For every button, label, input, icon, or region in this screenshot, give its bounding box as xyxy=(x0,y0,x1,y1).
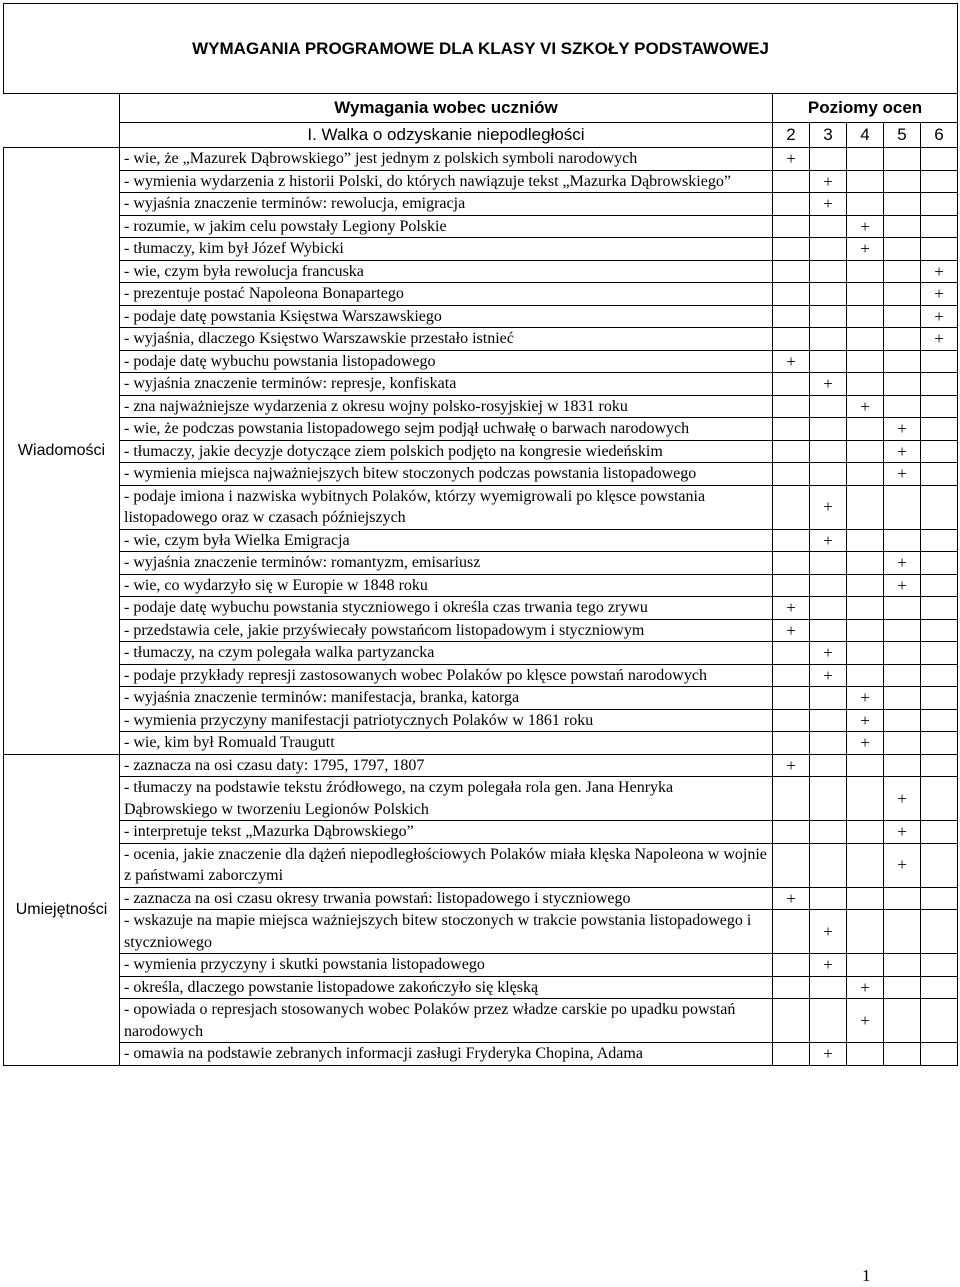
requirement-row xyxy=(4,709,958,732)
requirement-row xyxy=(4,418,958,441)
requirement-text: - omawia na podstawie zebranych informacji zasługi Fryderyka Chopina, Adama xyxy=(120,1043,773,1066)
level-3-cell xyxy=(810,215,847,238)
level-5-cell xyxy=(884,148,921,171)
level-5-cell xyxy=(884,373,921,396)
level-3-cell xyxy=(810,999,847,1043)
level-5-cell xyxy=(884,887,921,910)
level-6-cell xyxy=(921,350,958,373)
blank-corner-cell xyxy=(4,94,120,148)
level-3-plus-mark: + xyxy=(810,373,847,396)
level-4-cell xyxy=(847,821,884,844)
level-4-cell xyxy=(847,910,884,954)
level-6-cell xyxy=(921,574,958,597)
level-2-cell xyxy=(773,1043,810,1066)
level-5-cell xyxy=(884,1043,921,1066)
level-2-plus-mark: + xyxy=(773,350,810,373)
level-2-cell xyxy=(773,193,810,216)
level-5-cell xyxy=(884,485,921,529)
level-4-cell xyxy=(847,1043,884,1066)
requirement-row xyxy=(4,170,958,193)
level-2-cell xyxy=(773,305,810,328)
requirement-text: - wymienia wydarzenia z historii Polski, do których nawiązuje tekst „Mazurka Dąbrowskiego” xyxy=(120,170,773,193)
level-3-cell xyxy=(810,418,847,441)
requirement-text: - podaje datę powstania Księstwa Warszawskiego xyxy=(120,305,773,328)
level-3-cell xyxy=(810,687,847,710)
level-3-plus-mark: + xyxy=(810,170,847,193)
requirement-text: - zaznacza na osi czasu daty: 1795, 1797, 1807 xyxy=(120,754,773,777)
requirement-text: - wymienia miejsca najważniejszych bitew stoczonych podczas powstania listopadowego xyxy=(120,463,773,486)
requirement-row xyxy=(4,821,958,844)
level-5-cell xyxy=(884,529,921,552)
level-5-cell xyxy=(884,305,921,328)
level-6-plus-mark: + xyxy=(921,305,958,328)
level-6-cell xyxy=(921,395,958,418)
level-6-cell xyxy=(921,664,958,687)
level-6-cell xyxy=(921,215,958,238)
level-3-plus-mark: + xyxy=(810,529,847,552)
requirement-row xyxy=(4,619,958,642)
requirement-row xyxy=(4,597,958,620)
requirement-text: - zaznacza na osi czasu okresy trwania powstań: listopadowego i styczniowego xyxy=(120,887,773,910)
level-5-cell xyxy=(884,395,921,418)
level-6-cell xyxy=(921,170,958,193)
level-6-cell xyxy=(921,887,958,910)
requirement-row xyxy=(4,732,958,755)
level-6-cell xyxy=(921,373,958,396)
requirement-text: - wie, czym była rewolucja francuska xyxy=(120,260,773,283)
requirement-text: - tłumaczy, kim był Józef Wybicki xyxy=(120,238,773,261)
level-3-cell xyxy=(810,619,847,642)
level-5-plus-mark: + xyxy=(884,440,921,463)
level-4-cell xyxy=(847,283,884,306)
level-2-cell xyxy=(773,283,810,306)
requirement-text: - podaje imiona i nazwiska wybitnych Polaków, którzy wyemigrowali po klęsce powstania listopadowego oraz w czasach późniejszych xyxy=(120,485,773,529)
level-5-cell xyxy=(884,999,921,1043)
level-3-cell xyxy=(810,350,847,373)
level-5-cell xyxy=(884,193,921,216)
level-6-cell xyxy=(921,843,958,887)
level-6-cell xyxy=(921,999,958,1043)
level-2-cell xyxy=(773,976,810,999)
level-3-cell xyxy=(810,732,847,755)
level-2-cell xyxy=(773,687,810,710)
level-4-cell xyxy=(847,170,884,193)
level-5-plus-mark: + xyxy=(884,552,921,575)
level-header-2: 2 xyxy=(773,123,810,148)
level-4-cell xyxy=(847,350,884,373)
level-6-cell xyxy=(921,529,958,552)
level-2-plus-mark: + xyxy=(773,887,810,910)
requirement-text: - prezentuje postać Napoleona Bonapartego xyxy=(120,283,773,306)
level-5-plus-mark: + xyxy=(884,777,921,821)
level-5-plus-mark: + xyxy=(884,574,921,597)
level-2-plus-mark: + xyxy=(773,619,810,642)
level-5-cell xyxy=(884,260,921,283)
requirement-text: - rozumie, w jakim celu powstały Legiony Polskie xyxy=(120,215,773,238)
requirement-row xyxy=(4,328,958,351)
level-3-cell xyxy=(810,976,847,999)
requirement-row xyxy=(4,238,958,261)
level-6-plus-mark: + xyxy=(921,283,958,306)
level-4-plus-mark: + xyxy=(847,976,884,999)
level-3-plus-mark: + xyxy=(810,642,847,665)
requirement-text: - tłumaczy na podstawie tekstu źródłowego, na czym polegała rola gen. Jana Henryka Dąbrowskiego w tworzeniu Legionów Polskich xyxy=(120,777,773,821)
level-3-cell xyxy=(810,821,847,844)
level-6-cell xyxy=(921,463,958,486)
level-3-cell xyxy=(810,148,847,171)
level-6-cell xyxy=(921,1043,958,1066)
level-2-cell xyxy=(773,260,810,283)
level-6-cell xyxy=(921,485,958,529)
level-2-cell xyxy=(773,373,810,396)
level-2-cell xyxy=(773,328,810,351)
level-6-cell xyxy=(921,732,958,755)
level-3-cell xyxy=(810,843,847,887)
level-4-cell xyxy=(847,529,884,552)
requirement-row xyxy=(4,260,958,283)
level-3-plus-mark: + xyxy=(810,485,847,529)
level-4-cell xyxy=(847,597,884,620)
requirement-row xyxy=(4,954,958,977)
level-4-cell xyxy=(847,887,884,910)
level-6-cell xyxy=(921,642,958,665)
requirement-text: - wie, kim był Romuald Traugutt xyxy=(120,732,773,755)
level-header-3: 3 xyxy=(810,123,847,148)
document-page xyxy=(3,3,957,1066)
requirement-row xyxy=(4,910,958,954)
level-3-cell xyxy=(810,754,847,777)
requirement-text: - podaje datę wybuchu powstania styczniowego i określa czas trwania tego zrywu xyxy=(120,597,773,620)
requirement-text: - tłumaczy, jakie decyzje dotyczące ziem polskich podjęto na kongresie wiedeńskim xyxy=(120,440,773,463)
level-4-plus-mark: + xyxy=(847,732,884,755)
requirement-row xyxy=(4,574,958,597)
level-2-cell xyxy=(773,954,810,977)
requirement-row xyxy=(4,485,958,529)
level-6-cell xyxy=(921,954,958,977)
requirement-text: - wyjaśnia, dlaczego Księstwo Warszawskie przestało istnieć xyxy=(120,328,773,351)
level-3-cell xyxy=(810,328,847,351)
level-3-cell xyxy=(810,552,847,575)
level-6-cell xyxy=(921,238,958,261)
level-4-cell xyxy=(847,619,884,642)
level-2-cell xyxy=(773,418,810,441)
requirement-text: - wyjaśnia znaczenie terminów: rewolucja, emigracja xyxy=(120,193,773,216)
level-6-cell xyxy=(921,552,958,575)
requirement-text: - tłumaczy, na czym polegała walka partyzancka xyxy=(120,642,773,665)
level-5-plus-mark: + xyxy=(884,843,921,887)
level-5-plus-mark: + xyxy=(884,463,921,486)
requirement-row xyxy=(4,552,958,575)
title-row xyxy=(4,4,958,94)
requirement-row xyxy=(4,305,958,328)
level-5-cell xyxy=(884,687,921,710)
level-4-plus-mark: + xyxy=(847,999,884,1043)
requirement-row xyxy=(4,754,958,777)
level-6-cell xyxy=(921,148,958,171)
level-2-cell xyxy=(773,238,810,261)
level-6-plus-mark: + xyxy=(921,260,958,283)
level-4-cell xyxy=(847,777,884,821)
category-knowledge: Wiadomości xyxy=(4,148,120,755)
level-2-cell xyxy=(773,485,810,529)
level-5-cell xyxy=(884,754,921,777)
requirement-text: - wie, co wydarzyło się w Europie w 1848 roku xyxy=(120,574,773,597)
level-6-cell xyxy=(921,687,958,710)
level-4-cell xyxy=(847,328,884,351)
level-5-cell xyxy=(884,170,921,193)
level-5-cell xyxy=(884,238,921,261)
requirement-text: - podaje datę wybuchu powstania listopadowego xyxy=(120,350,773,373)
level-6-cell xyxy=(921,619,958,642)
level-3-cell xyxy=(810,283,847,306)
level-2-cell xyxy=(773,777,810,821)
level-5-cell xyxy=(884,910,921,954)
requirement-row xyxy=(4,440,958,463)
level-6-cell xyxy=(921,418,958,441)
level-2-plus-mark: + xyxy=(773,754,810,777)
level-6-cell xyxy=(921,440,958,463)
category-skills: Umiejętności xyxy=(4,754,120,1065)
requirement-text: - wie, czym była Wielka Emigracja xyxy=(120,529,773,552)
level-2-plus-mark: + xyxy=(773,148,810,171)
requirement-row xyxy=(4,148,958,171)
level-2-plus-mark: + xyxy=(773,597,810,620)
level-5-cell xyxy=(884,350,921,373)
level-5-cell xyxy=(884,976,921,999)
level-6-cell xyxy=(921,821,958,844)
level-3-plus-mark: + xyxy=(810,1043,847,1066)
level-2-cell xyxy=(773,910,810,954)
levels-header: Poziomy ocen xyxy=(773,94,958,123)
level-6-cell xyxy=(921,597,958,620)
level-2-cell xyxy=(773,732,810,755)
level-5-cell xyxy=(884,664,921,687)
level-6-cell xyxy=(921,754,958,777)
level-4-cell xyxy=(847,754,884,777)
requirement-text: - wskazuje na mapie miejsca ważniejszych bitew stoczonych w trakcie powstania listopadowego i styczniowego xyxy=(120,910,773,954)
level-6-cell xyxy=(921,976,958,999)
level-6-cell xyxy=(921,709,958,732)
level-3-plus-mark: + xyxy=(810,193,847,216)
level-2-cell xyxy=(773,574,810,597)
level-5-cell xyxy=(884,597,921,620)
level-2-cell xyxy=(773,529,810,552)
level-2-cell xyxy=(773,552,810,575)
requirement-row xyxy=(4,887,958,910)
level-5-cell xyxy=(884,215,921,238)
level-2-cell xyxy=(773,395,810,418)
level-4-cell xyxy=(847,552,884,575)
requirement-text: - określa, dlaczego powstanie listopadowe zakończyło się klęską xyxy=(120,976,773,999)
level-4-cell xyxy=(847,193,884,216)
level-5-cell xyxy=(884,709,921,732)
level-3-cell xyxy=(810,305,847,328)
requirement-row xyxy=(4,976,958,999)
level-5-cell xyxy=(884,954,921,977)
level-4-cell xyxy=(847,148,884,171)
level-4-plus-mark: + xyxy=(847,687,884,710)
requirement-text: - wyjaśnia znaczenie terminów: romantyzm, emisariusz xyxy=(120,552,773,575)
level-2-cell xyxy=(773,821,810,844)
level-4-cell xyxy=(847,485,884,529)
level-4-cell xyxy=(847,642,884,665)
requirement-row xyxy=(4,843,958,887)
level-2-cell xyxy=(773,440,810,463)
level-5-cell xyxy=(884,732,921,755)
requirement-text: - podaje przykłady represji zastosowanych wobec Polaków po klęsce powstań narodowych xyxy=(120,664,773,687)
page-number: 1 xyxy=(862,1266,871,1285)
requirement-text: - wie, że „Mazurek Dąbrowskiego” jest jednym z polskich symboli narodowych xyxy=(120,148,773,171)
requirements-table xyxy=(3,3,958,1066)
requirements-header: Wymagania wobec uczniów xyxy=(120,94,773,123)
level-2-cell xyxy=(773,843,810,887)
level-3-cell xyxy=(810,260,847,283)
level-4-cell xyxy=(847,954,884,977)
document-title: WYMAGANIA PROGRAMOWE DLA KLASY VI SZKOŁY PODSTAWOWEJ xyxy=(4,4,958,94)
level-4-plus-mark: + xyxy=(847,238,884,261)
level-6-cell xyxy=(921,193,958,216)
level-3-cell xyxy=(810,709,847,732)
level-2-cell xyxy=(773,642,810,665)
level-3-cell xyxy=(810,238,847,261)
level-4-cell xyxy=(847,843,884,887)
level-4-cell xyxy=(847,664,884,687)
level-6-cell xyxy=(921,777,958,821)
level-4-cell xyxy=(847,440,884,463)
requirement-text: - przedstawia cele, jakie przyświecały powstańcom listopadowym i styczniowym xyxy=(120,619,773,642)
level-2-cell xyxy=(773,709,810,732)
level-2-cell xyxy=(773,999,810,1043)
level-4-plus-mark: + xyxy=(847,395,884,418)
requirement-text: - wie, że podczas powstania listopadowego sejm podjął uchwałę o barwach narodowych xyxy=(120,418,773,441)
requirement-row xyxy=(4,999,958,1043)
level-4-plus-mark: + xyxy=(847,709,884,732)
requirement-row xyxy=(4,687,958,710)
level-4-cell xyxy=(847,463,884,486)
requirement-row xyxy=(4,215,958,238)
level-5-plus-mark: + xyxy=(884,821,921,844)
level-5-cell xyxy=(884,283,921,306)
level-3-cell xyxy=(810,463,847,486)
level-4-cell xyxy=(847,373,884,396)
level-4-cell xyxy=(847,305,884,328)
requirement-text: - interpretuje tekst „Mazurka Dąbrowskiego” xyxy=(120,821,773,844)
level-2-cell xyxy=(773,215,810,238)
requirement-text: - wymienia przyczyny manifestacji patriotycznych Polaków w 1861 roku xyxy=(120,709,773,732)
level-header-6: 6 xyxy=(921,123,958,148)
level-4-cell xyxy=(847,574,884,597)
level-6-cell xyxy=(921,910,958,954)
requirement-text: - opowiada o represjach stosowanych wobec Polaków przez władze carskie po upadku powstań narodowych xyxy=(120,999,773,1043)
requirement-text: - wymienia przyczyny i skutki powstania listopadowego xyxy=(120,954,773,977)
level-3-cell xyxy=(810,395,847,418)
level-3-cell xyxy=(810,887,847,910)
requirement-row xyxy=(4,463,958,486)
level-4-plus-mark: + xyxy=(847,215,884,238)
requirement-row xyxy=(4,283,958,306)
requirement-row xyxy=(4,642,958,665)
level-2-cell xyxy=(773,664,810,687)
header-row xyxy=(4,94,958,123)
level-3-cell xyxy=(810,440,847,463)
section-row xyxy=(4,123,958,148)
level-4-cell xyxy=(847,260,884,283)
requirement-row xyxy=(4,777,958,821)
requirement-row xyxy=(4,395,958,418)
requirement-row xyxy=(4,529,958,552)
section-title: I. Walka o odzyskanie niepodległości xyxy=(120,123,773,148)
level-3-plus-mark: + xyxy=(810,910,847,954)
level-2-cell xyxy=(773,463,810,486)
requirement-row xyxy=(4,350,958,373)
requirement-text: - wyjaśnia znaczenie terminów: manifestacja, branka, katorga xyxy=(120,687,773,710)
requirement-row xyxy=(4,193,958,216)
requirement-text: - ocenia, jakie znaczenie dla dążeń niepodległościowych Polaków miała klęska Napoleona w wojnie z państwami zaborczymi xyxy=(120,843,773,887)
level-3-plus-mark: + xyxy=(810,664,847,687)
level-3-cell xyxy=(810,777,847,821)
level-3-cell xyxy=(810,574,847,597)
requirement-text: - zna najważniejsze wydarzenia z okresu wojny polsko-rosyjskiej w 1831 roku xyxy=(120,395,773,418)
requirement-row xyxy=(4,1043,958,1066)
level-6-plus-mark: + xyxy=(921,328,958,351)
requirement-row xyxy=(4,664,958,687)
requirement-text: - wyjaśnia znaczenie terminów: represje, konfiskata xyxy=(120,373,773,396)
level-3-cell xyxy=(810,597,847,620)
level-5-plus-mark: + xyxy=(884,418,921,441)
level-3-plus-mark: + xyxy=(810,954,847,977)
level-5-cell xyxy=(884,328,921,351)
level-5-cell xyxy=(884,619,921,642)
level-4-cell xyxy=(847,418,884,441)
level-2-cell xyxy=(773,170,810,193)
level-5-cell xyxy=(884,642,921,665)
level-header-4: 4 xyxy=(847,123,884,148)
level-header-5: 5 xyxy=(884,123,921,148)
requirement-row xyxy=(4,373,958,396)
